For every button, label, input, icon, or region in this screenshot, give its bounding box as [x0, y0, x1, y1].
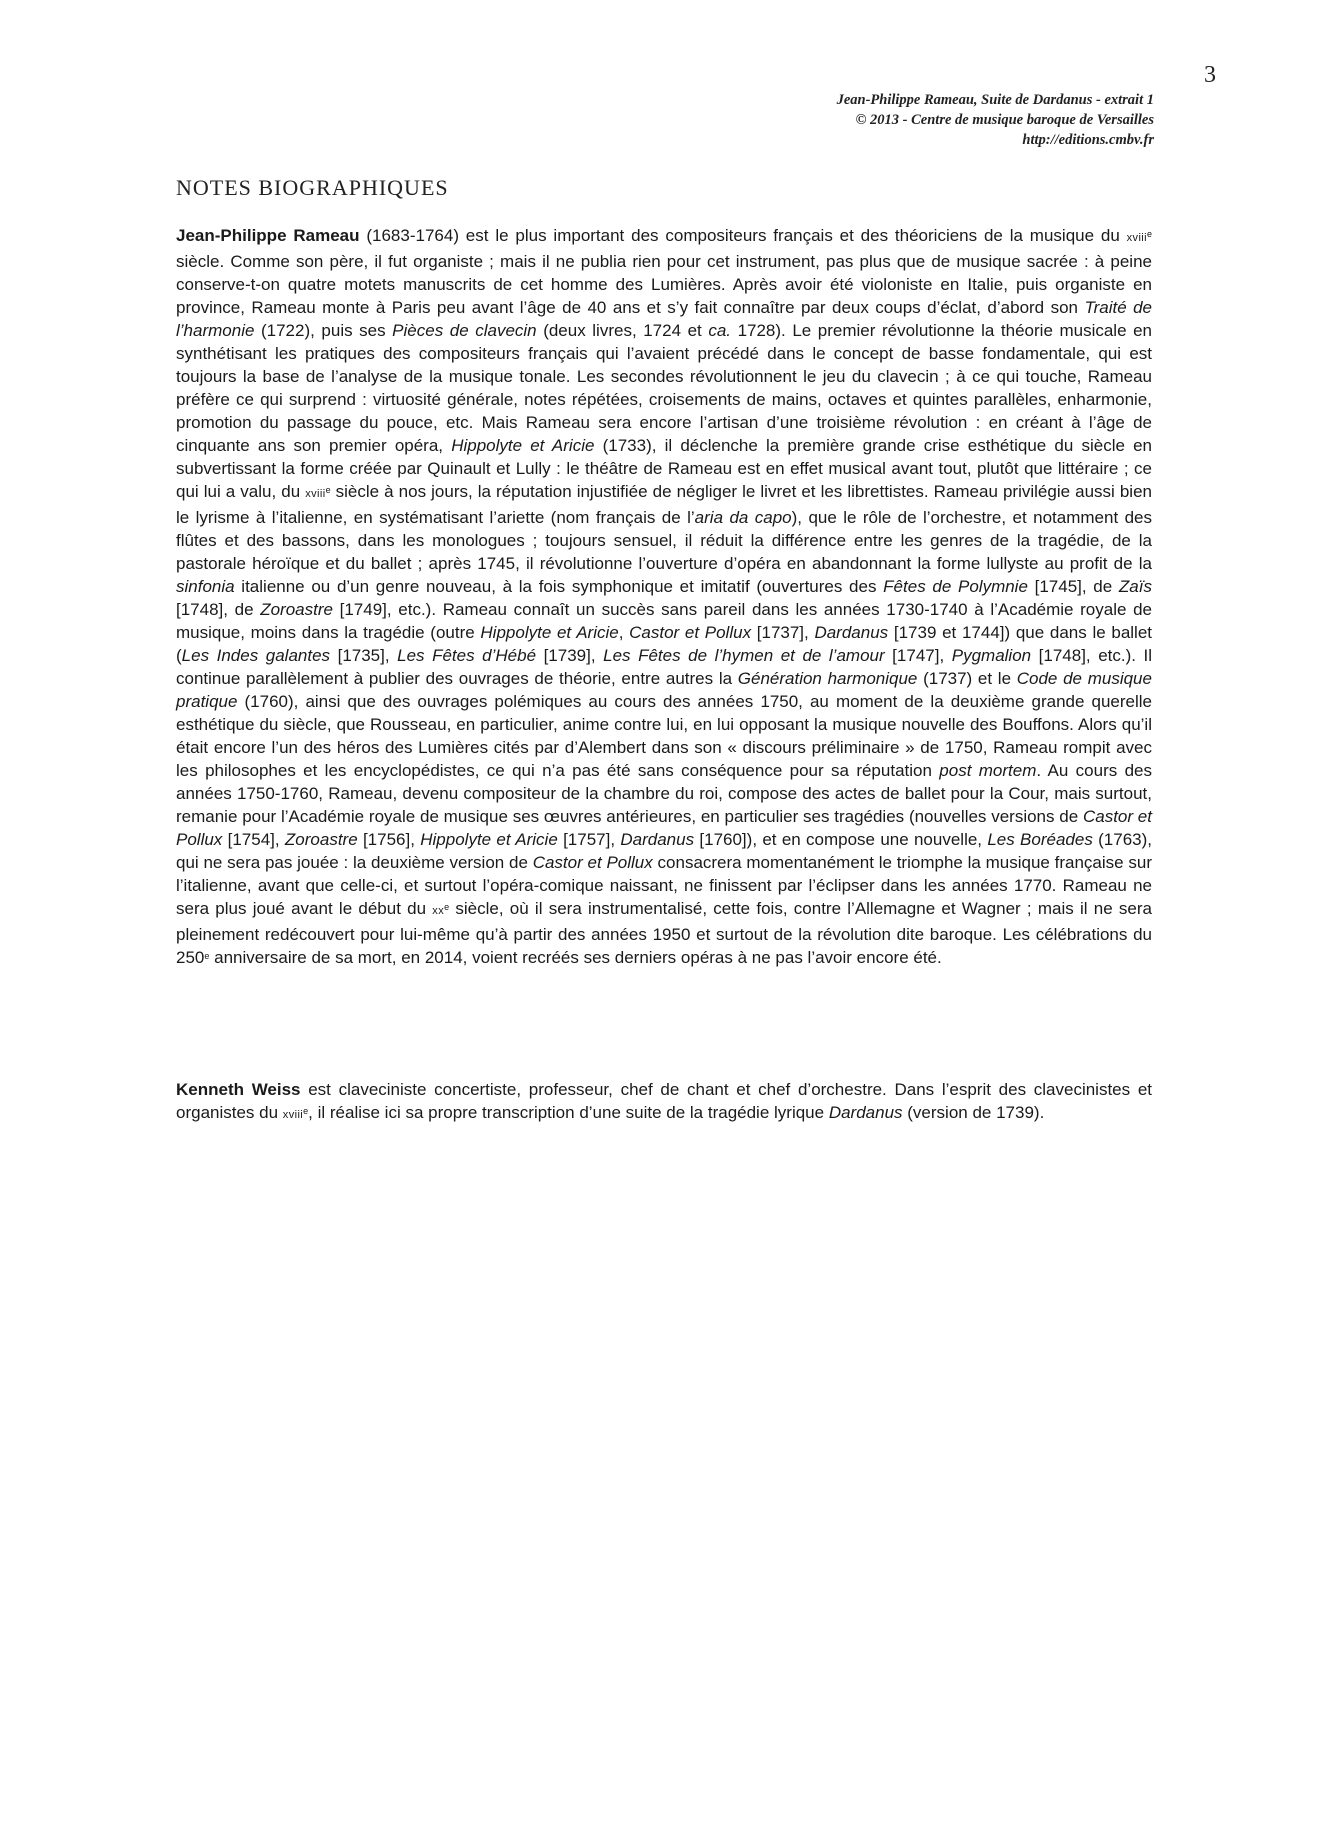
rameau-biography: Jean-Philippe Rameau (1683-1764) est le plus important des compositeurs français et des théoriciens de la musique du xviii$^e$ siècle. Comme son père, il fut organiste ; mais il ne publia rien pour cet instrument, pas plus que de musique sacrée : à peine conserve-t-on quatre motets manuscrits de cet homme des Lumières. Après avoir été violoniste en Italie, puis organiste en province, Rameau monte à Paris peu avant l’âge de 40 ans et s’y fait connaître par deux coups d’éclat, d’abord son Traité de l’harmonie (1722), puis ses Pièces de clavecin (deux livres, 1724 et ca. 1728). Le premier révolutionne la théorie musicale en synthétisant les pratiques des compositeurs français qui l’avaient précédé dans le concept de basse fondamentale, qui est toujours la base de l’analyse de la musique tonale. Les secondes révolutionnent le jeu du clavecin ; à ce qui touche, Rameau préfère ce qui surprend : virtuosité générale, notes répétées, croisements de mains, octaves et quintes parallèles, enharmonie, promotion du passage du pouce, etc. Mais Rameau sera encore l’artisan d’une troisième révolution : en créant à l’âge de cinquante ans son premier opéra, Hippolyte et Aricie (1733), il déclenche la première grande crise esthétique du siècle en subvertissant la forme créée par Quinault et Lully : le théâtre de Rameau est en effet musical avant tout, plutôt que littéraire ; ce qui lui a valu, du xviii$^e$ siècle à nos jours, la réputation injustifiée de négliger le livret et les librettistes. Rameau privilégie aussi bien le lyrisme à l’italienne, en systématisant l’ariette (nom français de l’aria da capo), que le rôle de l’orchestre, et notamment des flûtes et des bassons, dans les monologues ; toujours sensuel, il réduit la différence entre les genres de la tragédie, de la pastorale héroïque et du ballet ; après 1745, il révolutionne l’ouverture d’opéra en abandonnant la forme lullyste au profit de la sinfonia italienne ou d’un genre nouveau, à la fois symphonique et imitatif (ouvertures des Fêtes de Polymnie [1745], de Zaïs [1748], de Zoroastre [1749], etc.). Rameau connaît un succès sans pareil dans les années 1730-1740 à l’Académie royale de musique, moins dans la tragédie (outre Hippolyte et Aricie, Castor et Pollux [1737], Dardanus [1739 et 1744]) que dans le ballet (Les Indes galantes [1735], Les Fêtes d’Hébé [1739], Les Fêtes de l’hymen et de l’amour [1747], Pygmalion [1748], etc.). Il continue parallèlement à publier des ouvrages de théorie, entre autres la Génération harmonique (1737) et le Code de musique pratique (1760), ainsi que des ouvrages polémiques au cours des années 1750, au moment de la deuxième grande querelle esthétique du siècle, que Rousseau, en particulier, anime contre lui, en lui opposant la musique nouvelle des Bouffons. Alors qu’il était encore l’un des héros des Lumières cités par d’Alembert dans son « discours préliminaire » de 1750, Rameau rompit avec les philosophes et les encyclopédistes, ce qui n’a pas été sans conséquence pour sa réputation post mortem. Au cours des années 1750-1760, Rameau, devenu compositeur de la chambre du roi, compose des actes de ballet pour la Cour, mais surtout, remanie pour l’Académie royale de musique ses œuvres antérieures, en particulier ses tragédies (nouvelles versions de Castor et Pollux [1754], Zoroastre [1756], Hippolyte et Aricie [1757], Dardanus [1760]), et en compose une nouvelle, Les Boréades (1763), qui ne sera pas jouée : la deuxième version de Castor et Pollux consacrera momentanément le triomphe la musique française sur l’italienne, avant que celle-ci, et surtout l’opéra-comique naissant, ne finissent par l’éclipser dans les années 1770. Rameau ne sera plus joué avant le début du $xx^e$ siècle, où il sera instrumentalisé, cette fois, contre l’Allemagne et Wagner ; mais il ne sera pleinement redécouvert pour lui-même qu’à partir des années 1950 et surtout de la révolution dite baroque. Les célébrations du 250e anniversaire de sa mort, en 2014, voient recréés ses derniers opéras à ne pas l’avoir encore été.: [176, 226, 1153, 967]
section-title: NOTES BIOGRAPHIQUES: [176, 175, 449, 200]
running-header: [837, 90, 1154, 150]
weiss-name: Kenneth Weiss: [176, 1080, 301, 1099]
weiss-biography: Kenneth Weiss est claveciniste concertiste, professeur, chef de chant et chef d’orchestre. Dans l’esprit des clavecinistes et organistes du xviii$^e$, il réalise ici sa propre transcription d’une suite de la tragédie lyrique Dardanus (version de 1739).: [176, 1080, 1152, 1122]
page-number: 3: [1204, 62, 1216, 88]
header-title: Jean-Philippe Rameau, Suite de Dardanus - extrait 1: [836, 92, 1154, 108]
header-url[interactable]: http://editions.cmbv.fr: [1022, 132, 1154, 148]
rameau-name: Jean-Philippe Rameau: [176, 226, 360, 245]
header-copyright: © 2013 - Centre de musique baroque de Versailles: [855, 112, 1154, 128]
